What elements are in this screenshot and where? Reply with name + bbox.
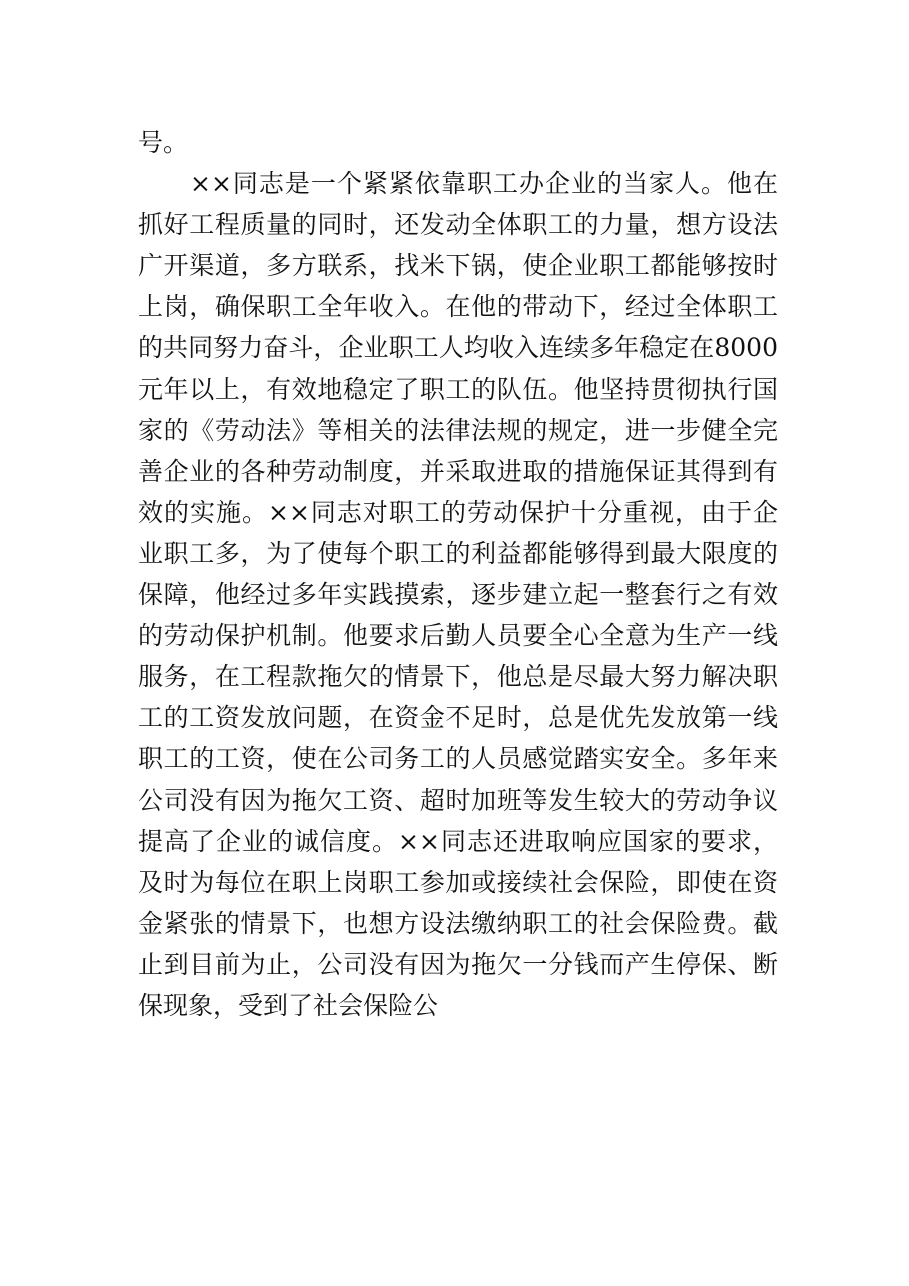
- text-line: 的劳动保护机制。他要求后勤人员要全心全意为生产一线: [138, 621, 778, 651]
- text-line: 止到目前为止，公司没有因为拖欠一分钱而产生停保、断: [138, 949, 778, 979]
- text-line: 及时为每位在职上岗职工参加或接续社会保险，即使在资: [138, 867, 778, 897]
- text-line: 效的实施。××同志对职工的劳动保护十分重视，由于企: [138, 497, 778, 527]
- text-line: 业职工多，为了使每个职工的利益都能够得到最大限度的: [138, 538, 778, 568]
- text-line: 抓好工程质量的同时，还发动全体职工的力量，想方设法: [138, 210, 778, 240]
- body-text: [138, 122, 778, 1026]
- text-line: 提高了企业的诚信度。××同志还进取响应国家的要求，: [138, 826, 778, 856]
- text-line: 服务，在工程款拖欠的情景下，他总是尽最大努力解决职: [138, 662, 778, 692]
- text-line: 的共同努力奋斗，企业职工人均收入连续多年稳定在8000: [138, 333, 778, 363]
- text-line: 保现象，受到了社会保险公: [138, 990, 439, 1020]
- text-line: 保障，他经过多年实践摸索，逐步建立起一整套行之有效: [138, 580, 778, 610]
- text-line: 家的《劳动法》等相关的法律法规的规定，进一步健全完: [138, 415, 778, 445]
- text-line: 工的工资发放问题，在资金不足时，总是优先发放第一线: [138, 703, 778, 733]
- text-line: 善企业的各种劳动制度，并采取进取的措施保证其得到有: [138, 456, 778, 486]
- text-line: 金紧张的情景下，也想方设法缴纳职工的社会保险费。截: [138, 908, 778, 938]
- text-line: 职工的工资，使在公司务工的人员感觉踏实安全。多年来: [138, 744, 778, 774]
- text-line: 广开渠道，多方联系，找米下锅，使企业职工都能够按时: [138, 251, 778, 281]
- text-line: 元年以上，有效地稳定了职工的队伍。他坚持贯彻执行国: [138, 374, 778, 404]
- text-line: ××同志是一个紧紧依靠职工办企业的当家人。他在: [138, 169, 778, 199]
- text-line: 上岗，确保职工全年收入。在他的带动下，经过全体职工: [138, 292, 778, 322]
- text-line: 公司没有因为拖欠工资、超时加班等发生较大的劳动争议: [138, 785, 778, 815]
- text-line: 号。: [138, 128, 189, 157]
